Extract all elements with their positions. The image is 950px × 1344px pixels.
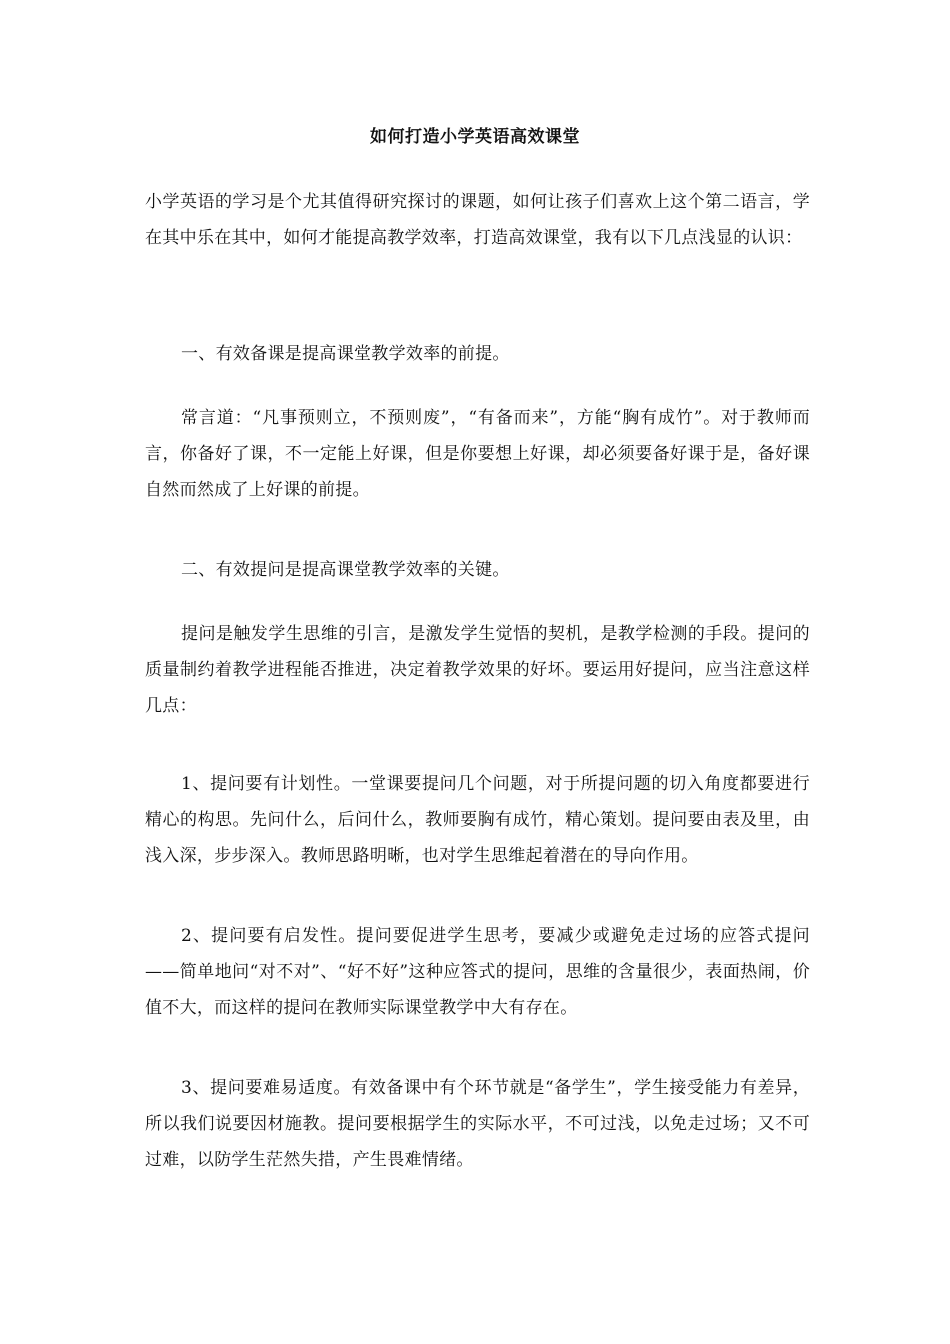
section-heading-1: 一、有效备课是提高课堂教学效率的前提。 bbox=[181, 344, 510, 364]
intro-paragraph: 小学英语的学习是个尤其值得研究探讨的课题，如何让孩子们喜欢上这个第二语言，学在其中乐在其中，如何才能提高教学效率，打造高效课堂，我有以下几点浅显的认识： bbox=[145, 192, 810, 248]
list-item-3: 3、提问要难易适度。有效备课中有个环节就是“备学生”，学生接受能力有差异，所以我们说要因材施教。提问要根据学生的实际水平，不可过浅，以免走过场；又不可过难，以防学生茫然失措，产生畏难情绪。 bbox=[145, 1078, 810, 1170]
list-item-2: 2、提问要有启发性。提问要促进学生思考，要减少或避免走过场的应答式提问——简单地问“对不对”、“好不好”这种应答式的提问，思维的含量很少，表面热闹，价值不大，而这样的提问在教师实际课堂教学中大有存在。 bbox=[145, 926, 810, 1018]
quote-paragraph: 常言道：“凡事预则立，不预则废”，“有备而来”，方能“胸有成竹”。对于教师而言，你备好了课，不一定能上好课，但是你要想上好课，却必须要备好课于是，备好课自然而然成了上好课的前提。 bbox=[145, 408, 810, 500]
document-title: 如何打造小学英语高效课堂 bbox=[370, 127, 580, 147]
questioning-paragraph: 提问是触发学生思维的引言，是激发学生觉悟的契机，是教学检测的手段。提问的质量制约着教学进程能否推进，决定着教学效果的好坏。要运用好提问，应当注意这样几点： bbox=[145, 624, 810, 716]
list-item-1: 1、提问要有计划性。一堂课要提问几个问题，对于所提问题的切入角度都要进行精心的构思。先问什么，后问什么，教师要胸有成竹，精心策划。提问要由表及里，由浅入深，步步深入。教师思路明晰，也对学生思维起着潜在的导向作用。 bbox=[145, 774, 810, 866]
section-heading-2: 二、有效提问是提高课堂教学效率的关键。 bbox=[181, 560, 510, 580]
